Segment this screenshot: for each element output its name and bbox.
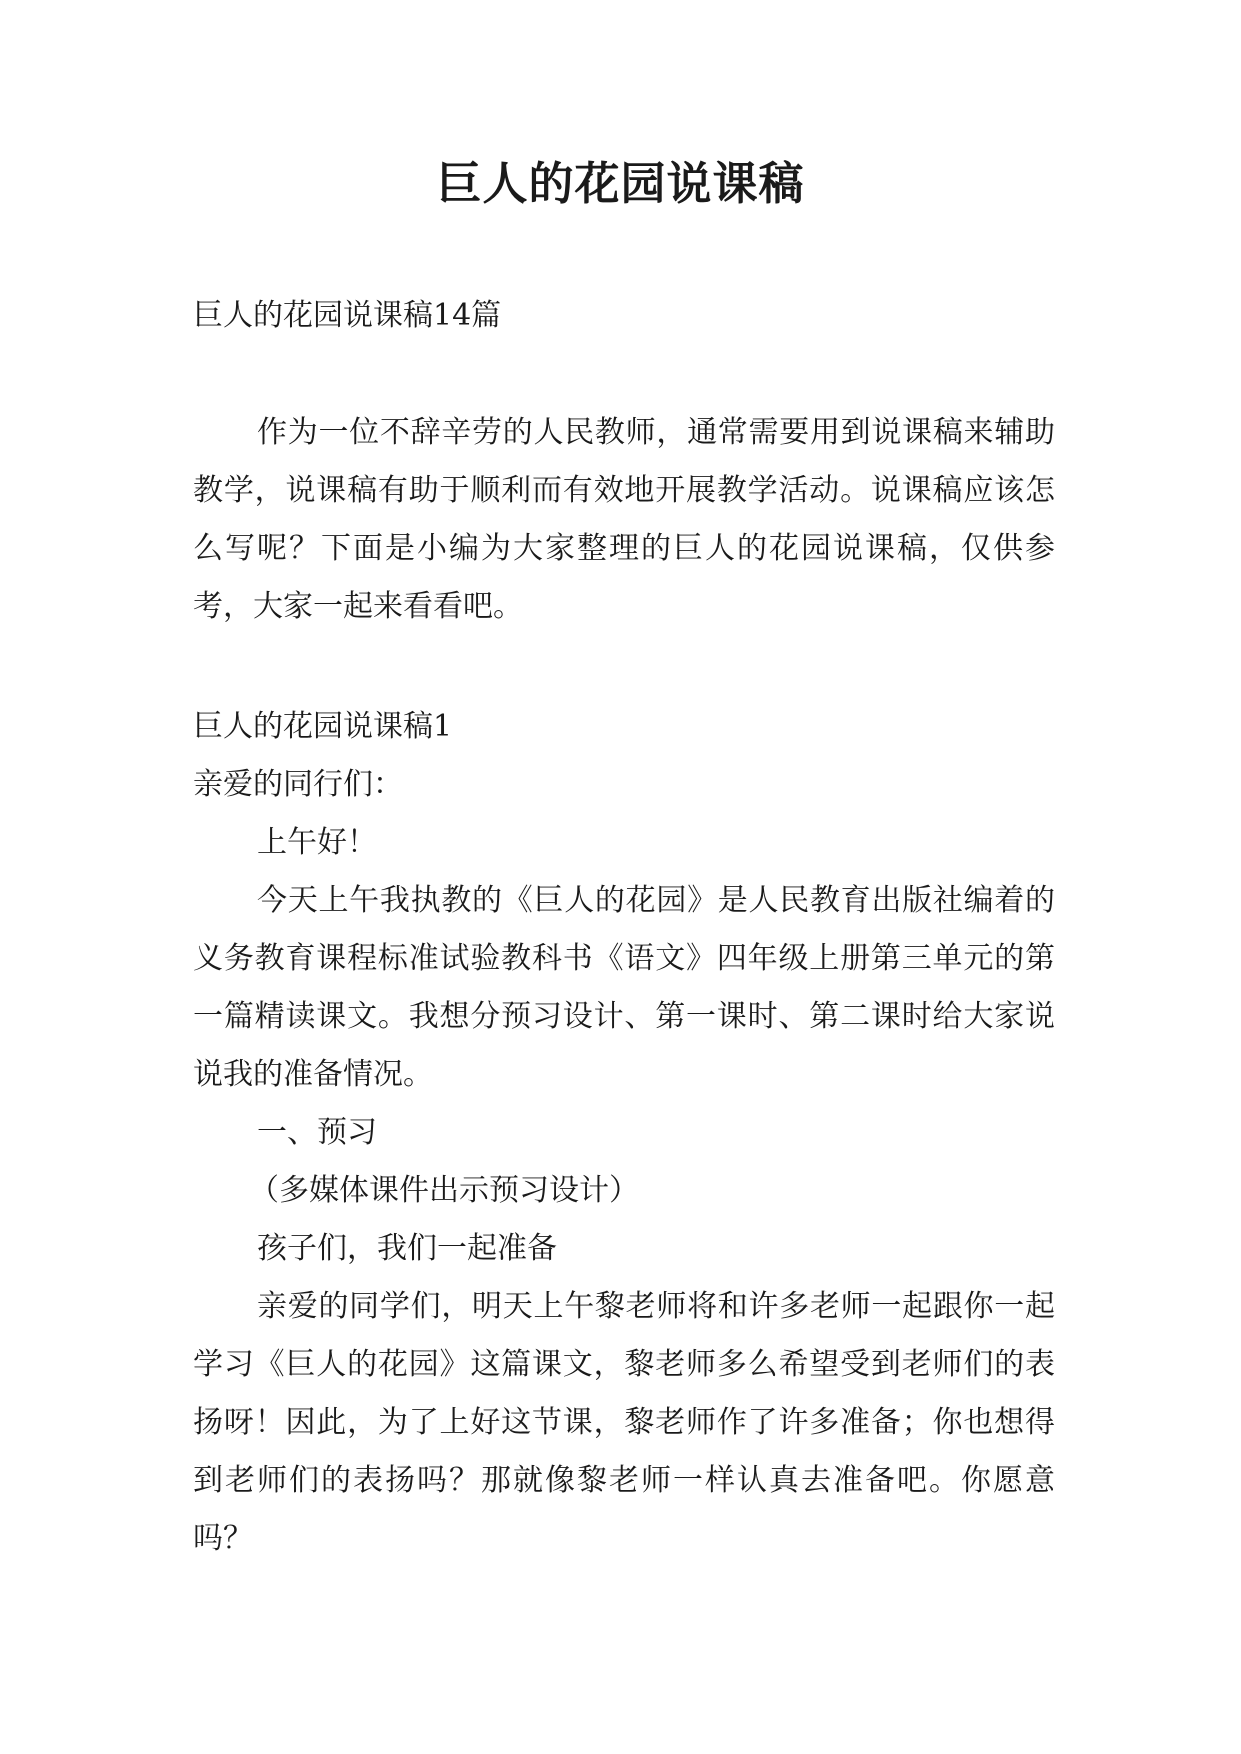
section-1	[193, 698, 1055, 1568]
intro-paragraph: 作为一位不辞辛劳的人民教师，通常需要用到说课稿来辅助教学，说课稿有助于顺利而有效地开展教学活动。说课稿应该怎么写呢？下面是小编为大家整理的巨人的花园说课稿，仅供参考，大家一起来看看吧。	[193, 415, 1055, 624]
salutation: 亲爱的同行们：	[193, 767, 403, 802]
section-heading: 巨人的花园说课稿1	[193, 709, 453, 744]
paragraph-2: 孩子们，我们一起准备	[257, 1231, 557, 1266]
document-subtitle: 巨人的花园说课稿14篇	[193, 298, 502, 333]
list-item-preview: 一、预习	[257, 1115, 377, 1150]
paragraph-1: 今天上午我执教的《巨人的花园》是人民教育出版社编着的义务教育课程标准试验教科书《语文》四年级上册第三单元的第一篇精读课文。我想分预习设计、第一课时、第二课时给大家说说我的准备情况。	[193, 883, 1055, 1092]
greeting: 上午好！	[257, 825, 377, 860]
preview-note: （多媒体课件出示预习设计）	[249, 1173, 639, 1208]
document-title: 巨人的花园说课稿	[436, 157, 805, 210]
paragraph-3: 亲爱的同学们，明天上午黎老师将和许多老师一起跟你一起学习《巨人的花园》这篇课文，黎老师多么希望受到老师们的表扬呀！因此，为了上好这节课，黎老师作了许多准备；你也想得到老师们的表扬吗？那就像黎老师一样认真去准备吧。你愿意吗？	[193, 1289, 1055, 1556]
